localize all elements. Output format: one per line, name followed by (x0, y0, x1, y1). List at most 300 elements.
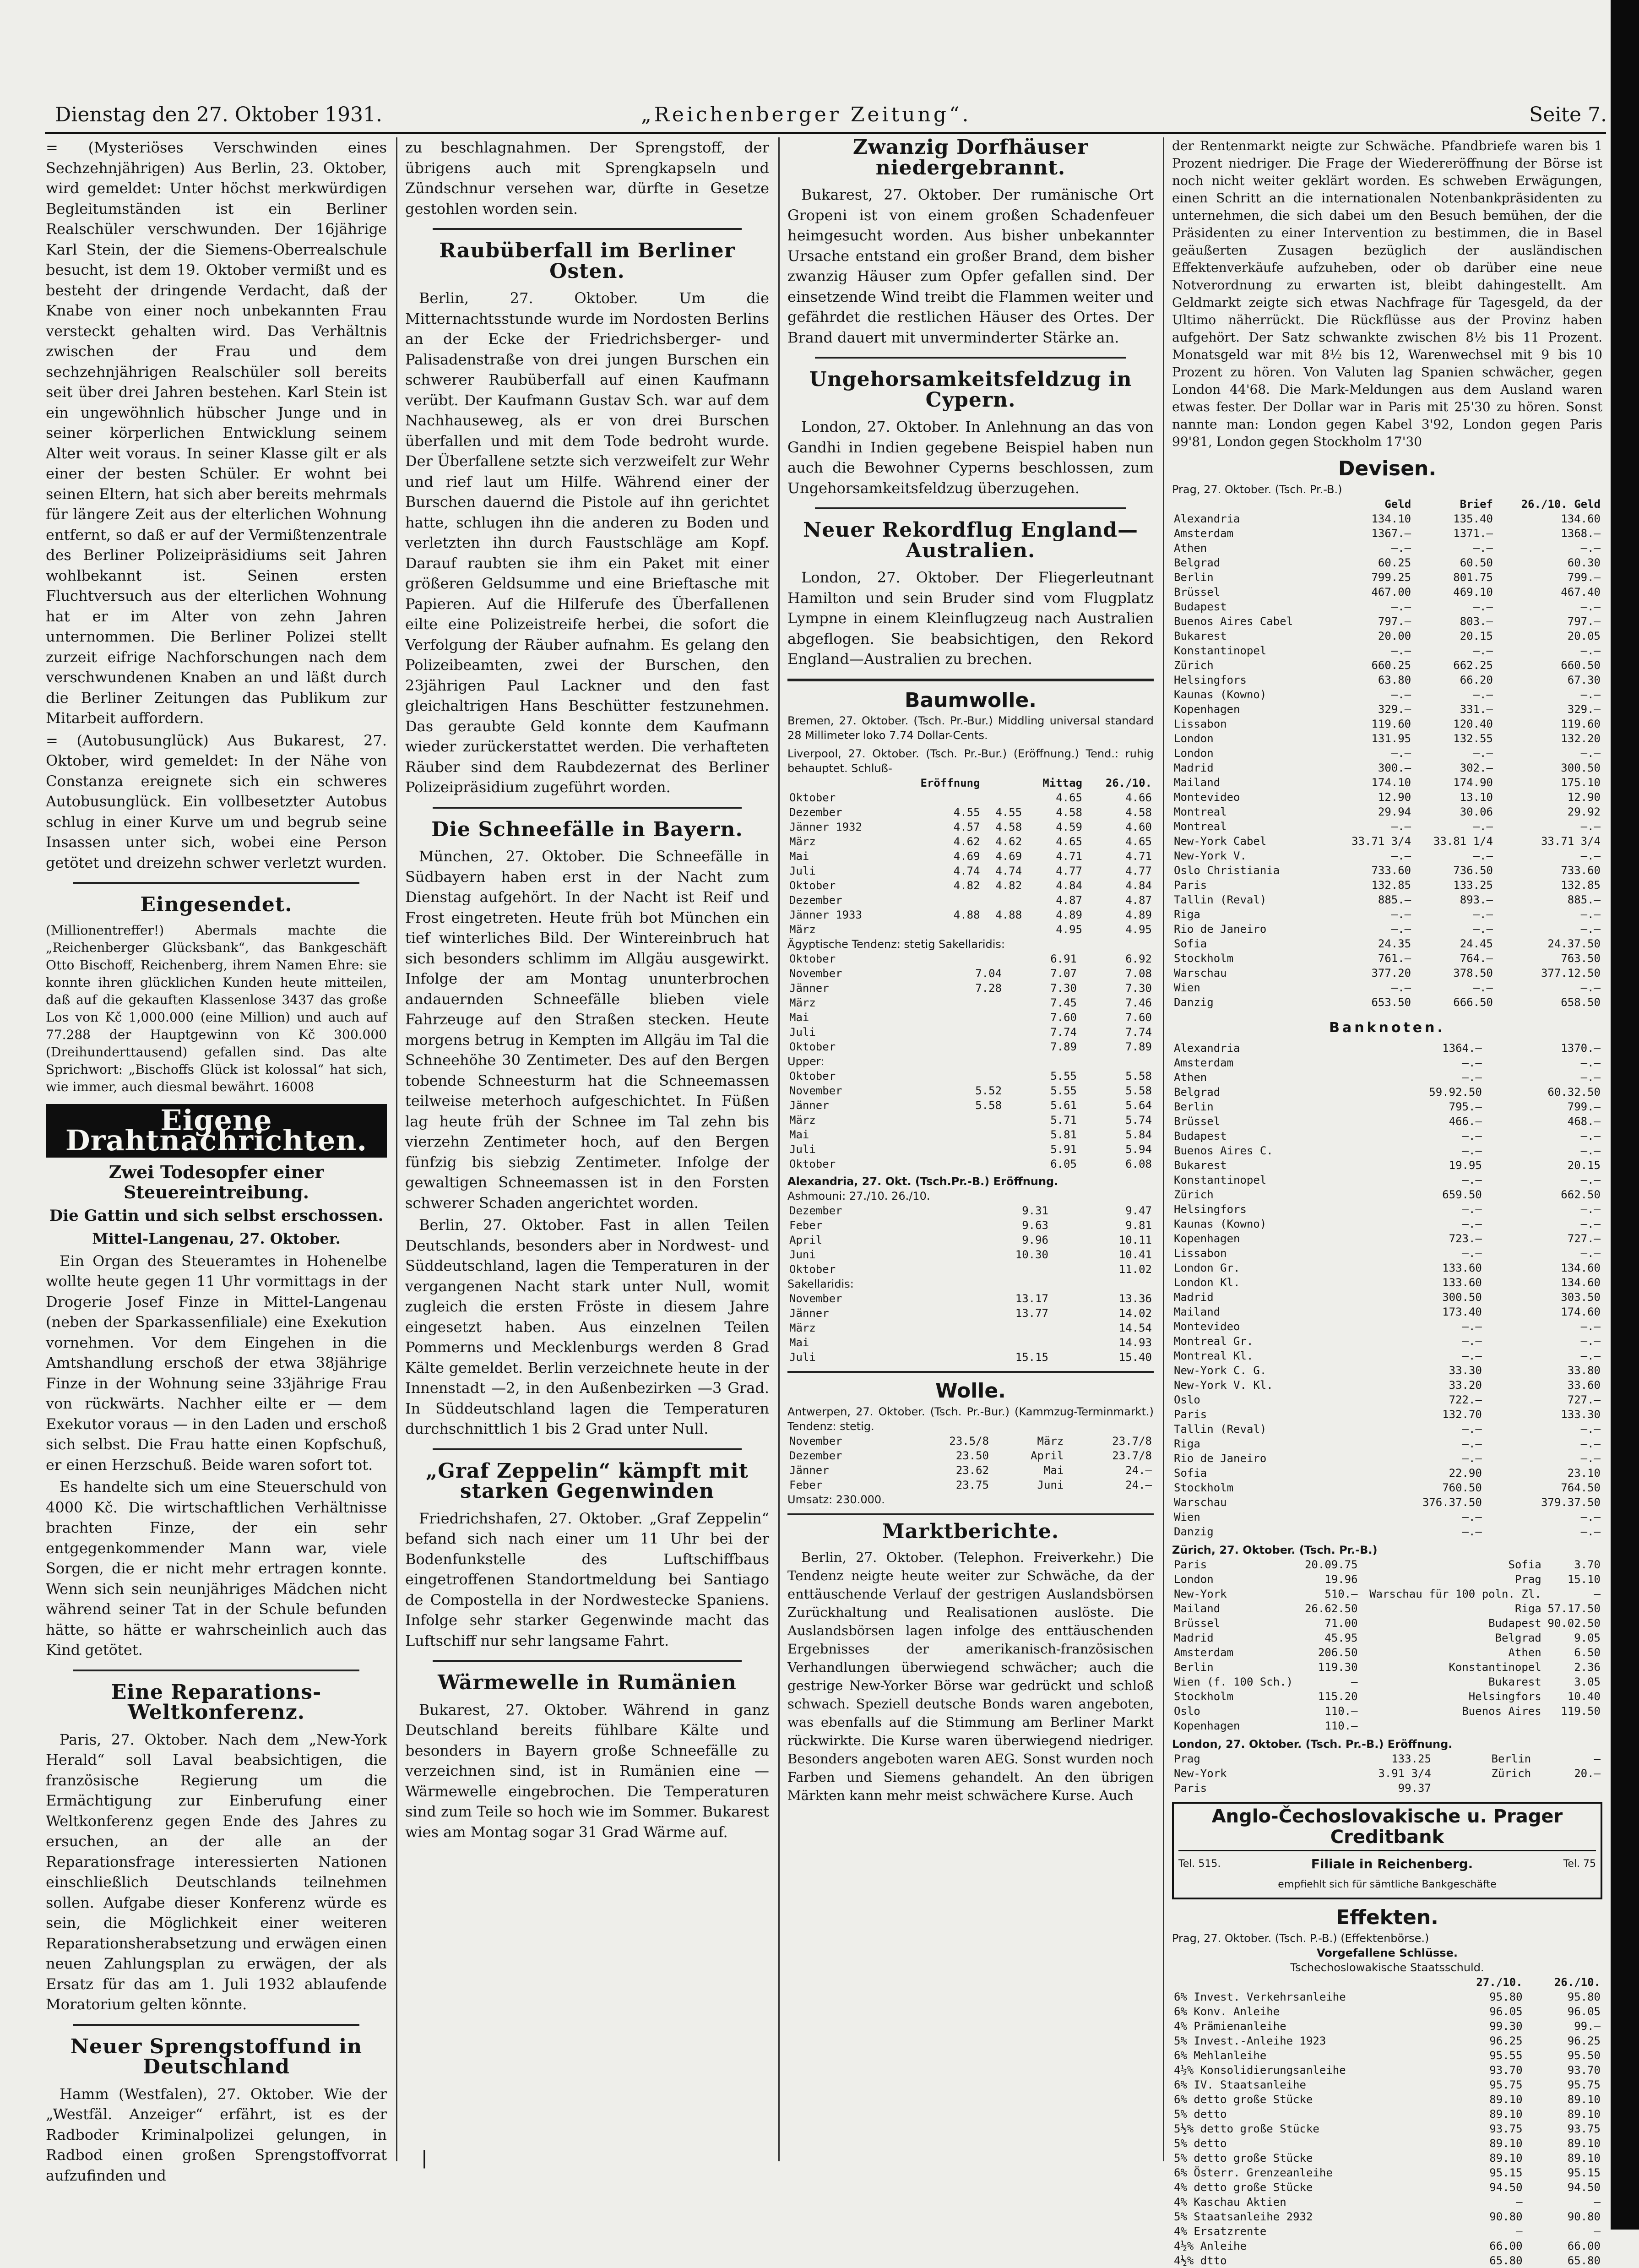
row-value: 4.66 (1125, 791, 1152, 804)
row-label: Montevideo (1174, 1320, 1240, 1333)
table-row (787, 1083, 1154, 1098)
row-value: 24.— (1125, 1463, 1152, 1477)
row-label (787, 776, 894, 790)
row-label: London (1174, 746, 1214, 760)
row-value: 94.50 (1567, 2181, 1601, 2194)
row-label: Warschau (1174, 966, 1227, 979)
row-value: 4.58 (1125, 806, 1152, 819)
row-value: 303.50 (1561, 1291, 1601, 1304)
row-value: 132.70 (1442, 1408, 1482, 1421)
bank-ad-branch: Filiale in Reichenberg. (1311, 1856, 1473, 1871)
row-value: 20.05 (1567, 629, 1601, 642)
table-row (1172, 819, 1602, 834)
row-value: 63.80 (1378, 673, 1411, 686)
table-row (1172, 2034, 1602, 2048)
table-row (1172, 2078, 1602, 2092)
row-value: 5.58 (975, 1099, 1002, 1112)
row-value: 4.71 (1125, 850, 1152, 863)
row-value: 14.02 (1118, 1307, 1152, 1320)
row-value: 4.57 (953, 821, 980, 833)
banknoten-table (1172, 1041, 1602, 1539)
row-value: 33.20 (1449, 1379, 1482, 1392)
row-value: 99.— (1574, 2019, 1601, 2033)
table-row (1172, 1587, 1602, 1601)
row-value: 4.74 (953, 865, 980, 877)
separator (787, 679, 1154, 681)
wolle-umsatz: Umsatz: 230.000. (787, 1493, 885, 1506)
separator (787, 1513, 1154, 1515)
row-value: 7.60 (1125, 1011, 1152, 1024)
row-value: 727.— (1567, 1232, 1601, 1245)
row-label: New-York V. (1174, 849, 1247, 862)
row-label: Berlin (1174, 571, 1214, 584)
sakellaridis2-head: Sakellaridis: (787, 1278, 854, 1290)
table-row (1172, 1436, 1602, 1451)
row-value: —.— (1462, 1320, 1482, 1333)
table-row (1172, 2121, 1602, 2136)
row-value: 95.75 (1489, 2078, 1523, 2091)
row-label: Konstantinopel (1174, 1174, 1267, 1186)
row-value: 132.55 (1453, 732, 1493, 745)
row-value: 10.11 (1118, 1234, 1152, 1246)
row-value: 89.10 (1489, 2093, 1523, 2106)
article-sprengstoff: Hamm (Westfalen), 27. Oktober. Wie der „Westfäl. Anzeiger“ erfährt, ist es der Radboder Kriminalpolizei gelungen, in Radbod einen großen Sprengstoffvorrat aufzufinden und (46, 2085, 387, 2184)
row-value: Warschau für 100 poln. Zl. (1369, 1588, 1541, 1600)
row-value: 331.— (1460, 702, 1493, 716)
row-value: 4.89 (1125, 908, 1152, 921)
devisen-heading: Devisen. (1338, 457, 1437, 480)
row-label: Prag (1174, 1752, 1200, 1765)
row-value: 885.— (1378, 893, 1411, 906)
row-label: Helsingfors (1174, 1203, 1247, 1216)
baumwolle-heading: Baumwolle. (905, 688, 1037, 712)
row-value: 4.55 (995, 806, 1022, 819)
row-label: Jänner 1932 (789, 821, 862, 833)
row-value: 20.15 (1567, 1159, 1601, 1172)
row-label: Jänner (789, 1307, 829, 1320)
row-value: 1371.— (1453, 527, 1493, 540)
row-value: 23.50 (955, 1449, 989, 1462)
row-value: 33.71 3/4 (1541, 834, 1601, 848)
wolle-heading: Wolle. (935, 1379, 1006, 1403)
row-value: 96.25 (1489, 2034, 1523, 2047)
row-value: 115.20 (1318, 1690, 1358, 1703)
row-value: 89.10 (1489, 2107, 1523, 2121)
row-value: 89.10 (1567, 2151, 1601, 2165)
row-value: 4.71 (1056, 850, 1082, 863)
table-row (1172, 848, 1602, 863)
row-value: 133.25 (1391, 1752, 1431, 1765)
row-value: 93.75 (1489, 2122, 1523, 2135)
row-value: —.— (1462, 1144, 1482, 1157)
headline-todesopfer: Zwei Todesopfer einer Steuereintreibung. (109, 1161, 324, 1202)
row-value: 30.06 (1460, 805, 1493, 818)
row-value: 110.— (1324, 1705, 1358, 1718)
row-value: —.— (1473, 688, 1493, 701)
row-value: Athen (1508, 1646, 1541, 1659)
table-row (787, 1478, 1154, 1492)
row-label: Tallin (Reval) (1174, 893, 1267, 906)
row-value: 119.30 (1318, 1661, 1358, 1674)
table-row (1172, 1631, 1602, 1645)
aegypt-head: Ägyptische Tendenz: stetig Sakellaridis: (787, 938, 1005, 951)
row-label: April (789, 1234, 823, 1246)
row-value: 96.05 (1567, 2005, 1601, 2018)
row-value: 173.40 (1442, 1305, 1482, 1318)
row-label: Oktober (789, 1070, 836, 1082)
row-value: — (1516, 2195, 1523, 2208)
row-label: Montreal (1174, 820, 1227, 833)
row-value: 4.59 (1056, 821, 1082, 833)
row-value: 20.09.75 (1304, 1558, 1358, 1571)
table-row (1172, 2048, 1602, 2063)
separator (73, 2024, 359, 2026)
row-value: 33.60 (1567, 1379, 1601, 1392)
row-value (928, 1010, 1004, 1025)
row-value: 733.60 (1371, 864, 1411, 877)
row-value: Prag (1514, 1573, 1541, 1586)
row-value: 7.89 (1125, 1040, 1152, 1053)
row-value: —.— (1462, 1203, 1482, 1216)
row-value: 93.70 (1489, 2063, 1523, 2077)
row-value: —.— (1473, 644, 1493, 657)
row-value: 119.50 (1561, 1705, 1601, 1718)
row-value: 23.75 (955, 1478, 989, 1491)
row-label: Oktober (789, 1158, 836, 1170)
row-value: — (1594, 1588, 1601, 1600)
zurich-head: Zürich, 27. Oktober. (Tsch. Pr.-B.) (1172, 1544, 1378, 1556)
row-value: —.— (1580, 1218, 1601, 1230)
row-label: 6% Invest. Verkehrsanleihe (1174, 1990, 1346, 2003)
row-value: —.— (1462, 1437, 1482, 1450)
row-value: 803.— (1460, 615, 1493, 628)
row-value: 119.60 (1561, 717, 1601, 730)
row-value: 4.62 (953, 835, 980, 848)
row-label: Oslo (1174, 1393, 1200, 1406)
row-value: 6.50 (1574, 1646, 1601, 1659)
row-value: 33.80 (1567, 1364, 1601, 1377)
table-row (1172, 1766, 1602, 1781)
row-label: November (789, 1292, 842, 1305)
row-label: Jänner 1933 (789, 908, 862, 921)
table-row (1172, 599, 1602, 614)
row-label: Alexandria (1174, 512, 1240, 525)
row-label: London Gr. (1174, 1262, 1240, 1274)
row-value: 467.40 (1561, 585, 1601, 598)
table-row (787, 981, 1154, 995)
table-row (1172, 2151, 1602, 2165)
row-value: —.— (1462, 1349, 1482, 1362)
row-value: —.— (1580, 1452, 1601, 1465)
row-value: —.— (1580, 1130, 1601, 1142)
table-row (1172, 1557, 1602, 1572)
row-label: März (789, 835, 816, 848)
row-value: 4.65 (1056, 835, 1082, 848)
row-value: 659.50 (1442, 1188, 1482, 1201)
row-label: Stockholm (1174, 1481, 1234, 1494)
row-value: 29.92 (1567, 805, 1601, 818)
row-value: 4.58 (995, 821, 1022, 833)
row-value: 4.69 (995, 850, 1022, 863)
table-row (787, 922, 1154, 937)
row-value: 65.80 (1567, 2254, 1601, 2267)
table-row (1172, 585, 1602, 599)
row-value: Juni (1037, 1478, 1064, 1491)
table-row (1172, 1041, 1602, 1055)
row-value: —.— (1580, 644, 1601, 657)
row-value: 5.71 (1050, 1114, 1077, 1126)
table-row (1172, 980, 1602, 995)
row-label: London (1174, 732, 1214, 745)
row-value: 7.45 (1050, 996, 1077, 1009)
row-value: 6.05 (1050, 1158, 1077, 1170)
effekten-heading: Effekten. (1336, 1906, 1438, 1929)
liverpool-table (787, 776, 1154, 937)
row-label: Juli (789, 1026, 816, 1039)
row-label: New-York (1174, 1588, 1227, 1600)
row-value: 7.74 (1125, 1026, 1152, 1039)
table-row (1172, 658, 1602, 673)
table-row (1172, 526, 1602, 541)
row-label: Madrid (1174, 1632, 1214, 1644)
wolle-table (787, 1434, 1154, 1492)
row-value: —.— (1580, 849, 1601, 862)
row-label: Dezember (789, 894, 842, 907)
table-row (1172, 1290, 1602, 1305)
table-row (1172, 687, 1602, 702)
staatsschuld-head: Tschechoslowakische Staatsschuld. (1290, 1961, 1484, 1974)
table-row (1172, 2136, 1602, 2151)
row-value: Brief (1460, 497, 1493, 511)
row-label: Dezember (789, 1204, 842, 1217)
separator (433, 1660, 742, 1662)
row-label: 4% detto große Stücke (1174, 2181, 1313, 2194)
row-value: —.— (1580, 820, 1601, 833)
bremen-quote: Bremen, 27. Oktober. (Tsch. Pr.-Bur.) Middling universal standard 28 Millimeter loko 7.74 Dollar-Cents. (787, 714, 1154, 742)
row-value: 10.40 (1567, 1690, 1601, 1703)
row-value: —.— (1580, 600, 1601, 613)
row-value: —.— (1580, 1071, 1601, 1084)
row-value: —.— (1391, 922, 1411, 935)
zurich-table (1172, 1557, 1602, 1733)
table-row (1172, 1675, 1602, 1689)
row-value (894, 893, 982, 908)
row-value: 12.90 (1567, 790, 1601, 804)
header-page-number: Seite 7. (1529, 103, 1607, 126)
table-row (1172, 863, 1602, 878)
row-value: 24.35 (1378, 937, 1411, 950)
row-label: 5% Invest.-Anleihe 1923 (1174, 2034, 1326, 2047)
table-row (1172, 1422, 1602, 1436)
row-value: 133.25 (1453, 878, 1493, 892)
row-value: 9.96 (1022, 1234, 1048, 1246)
header-rule (45, 132, 1606, 134)
eigene-drahtnachrichten-banner: Eigene Drahtnachrichten. (46, 1104, 387, 1158)
table-row (1172, 2253, 1602, 2268)
row-value: 5.55 (1050, 1070, 1077, 1082)
row-value: 133.60 (1442, 1262, 1482, 1274)
table-row (1172, 892, 1602, 907)
row-value: 7.07 (1050, 967, 1077, 980)
row-label: Oktober (789, 952, 836, 965)
column-rule-1 (396, 137, 397, 2161)
row-value: 13.77 (1015, 1307, 1048, 1320)
table-row (1172, 1143, 1602, 1158)
table-row (787, 908, 1154, 922)
row-value: 799.— (1567, 1100, 1601, 1113)
headline-schneefaelle: Die Schneefälle in Bayern. (431, 817, 743, 841)
row-value: 510.— (1324, 1588, 1358, 1600)
row-value (928, 952, 1004, 966)
row-value: 4.65 (1125, 835, 1152, 848)
row-value (1360, 1719, 1543, 1733)
row-value: —.— (1462, 1247, 1482, 1260)
row-value: 14.93 (1118, 1336, 1152, 1349)
row-label: 4½% Konsolidierungsanleihe (1174, 2063, 1346, 2077)
separator (433, 1448, 742, 1450)
row-value (928, 1142, 1004, 1157)
table-row (1172, 1689, 1602, 1704)
article-rekordflug: London, 27. Oktober. Der Fliegerleutnant Hamilton und sein Bruder sind vom Flugplatz Lympne in einem Kleinflugzeug nach Australien abgeflogen. Sie beabsichtigen, den Rekord England—Australien zu brechen. (787, 569, 1154, 668)
eingesendet-text: (Millionentreffer!) Abermals machte die „Reichenberger Glücksbank“, das Bankgeschäft Otto Bischoff, Reichenberg, ihrem Namen Ehre: sie konnte ihren glücklichen Kunden heute mitteilen, daß auf die gekauften Klassenlose 3437 das große Los von Kč 1,000.000 (eine Million) und auch auf 77.288 der Hauptgewinn von Kč 300.000 (Dreihunderttausend) gefallen sind. Das alte Sprichwort: „Bischoffs Glück ist kolossal“ hat sich, wie immer, auch diesmal bewährt. 16008 (46, 922, 387, 1094)
row-value: 132.20 (1561, 732, 1601, 745)
row-value: —.— (1580, 908, 1601, 921)
separator (433, 228, 742, 230)
row-value: 795.— (1449, 1100, 1482, 1113)
row-value: 1370.— (1561, 1042, 1601, 1055)
table-row (787, 1434, 1154, 1448)
table-row (1172, 2165, 1602, 2180)
table-row (1172, 643, 1602, 658)
table-header-row (1172, 497, 1602, 511)
row-value: —.— (1580, 541, 1601, 555)
row-value: 658.50 (1561, 995, 1601, 1009)
column-2 (405, 137, 769, 1844)
article-waermewelle: Bukarest, 27. Oktober. Während in ganz Deutschland bereits fühlbare Kälte und besonders in Bayern große Schneefälle zu verzeichnen sind, ist in Rumänien eine — Wärmewelle eingebrochen. Die Temperaturen sind zum Teile so hoch wie im Sommer. Bukarest wies am Montag sogar 31 Grad Wärme auf. (405, 1701, 769, 1841)
row-value: 27./10. (1476, 1975, 1523, 1989)
row-value: 4.89 (1056, 908, 1082, 921)
row-label: Madrid (1174, 1291, 1214, 1304)
dateline-mittel-langenau: Mittel-Langenau, 27. Oktober. (92, 1230, 341, 1247)
separator (73, 1670, 359, 1671)
row-value: 66.00 (1567, 2239, 1601, 2252)
row-value: 133.30 (1561, 1408, 1601, 1421)
row-value: 5.91 (1050, 1143, 1077, 1156)
table-row (787, 1233, 1154, 1247)
table-row (1172, 570, 1602, 585)
table-row (1172, 1158, 1602, 1173)
row-value (947, 1262, 1050, 1277)
row-value: 9.31 (1022, 1204, 1048, 1217)
row-value: 23.5/8 (949, 1434, 989, 1447)
row-label: London (1174, 1573, 1214, 1586)
header-paper-name: „Reichenberger Zeitung“. (641, 103, 971, 126)
table-row (787, 1291, 1154, 1306)
table-row (1172, 1704, 1602, 1719)
row-label: 4½% Anleihe (1174, 2239, 1247, 2252)
row-value: 174.90 (1453, 776, 1493, 789)
table-row (787, 995, 1154, 1010)
row-label: Feber (789, 1478, 823, 1491)
row-value: 23.7/8 (1112, 1434, 1152, 1447)
table-row (1172, 673, 1602, 687)
table-row (787, 1218, 1154, 1233)
row-value: —.— (1580, 1247, 1601, 1260)
row-value: 29.94 (1378, 805, 1411, 818)
row-value: 13.17 (1015, 1292, 1048, 1305)
row-value: Sofia (1508, 1558, 1541, 1571)
row-value: —.— (1462, 1071, 1482, 1084)
row-value: 65.80 (1489, 2254, 1523, 2267)
headline-raubueberfall: Raubüberfall im Berliner Osten. (439, 239, 735, 283)
row-label: Kopenhagen (1174, 702, 1240, 716)
row-value: 5.94 (1125, 1143, 1152, 1156)
row-value: —.— (1580, 981, 1601, 994)
row-value: 3.05 (1574, 1675, 1601, 1688)
row-value: —.— (1580, 1335, 1601, 1348)
article-dorfhaeuser: Bukarest, 27. Oktober. Der rumänische Ort Gropeni ist von einem großen Schadenfeuer heimgesucht worden. Aus bisher unbekannter Ursache entstand ein großer Brand, dem bisher zwanzig Häuser zum Opfer gefallen sind. Der einsetzende Wind treibt die Flammen weiter und gefährdet die restlichen Häuser des Ortes. Der Brand dauert mit unverminderter Stärke an. (787, 186, 1154, 346)
row-value: 378.50 (1453, 966, 1493, 979)
row-value: 662.25 (1453, 658, 1493, 672)
row-value: 89.10 (1567, 2107, 1601, 2121)
table-row (1172, 1990, 1602, 2004)
row-value: 14.54 (1118, 1322, 1152, 1334)
row-value: 660.50 (1561, 658, 1601, 672)
row-label: Wien (1174, 1511, 1200, 1523)
row-value: 60.30 (1567, 556, 1601, 569)
table-row (787, 805, 1154, 820)
row-value (982, 893, 1024, 908)
row-value: —.— (1391, 908, 1411, 921)
row-value: 723.— (1449, 1232, 1482, 1245)
table-row (1172, 717, 1602, 731)
row-value: 110.— (1324, 1719, 1358, 1732)
row-value: 797.— (1378, 615, 1411, 628)
row-value: April (1031, 1449, 1064, 1462)
row-value: 15.15 (1015, 1351, 1048, 1364)
upper-table (787, 1069, 1154, 1171)
table-row (1172, 1305, 1602, 1319)
table-header-row (1172, 1975, 1602, 1990)
row-label: 6% Österr. Grenzeanleihe (1174, 2166, 1333, 2179)
row-label: Oktober (789, 1263, 836, 1276)
row-value: —.— (1462, 1174, 1482, 1186)
row-value (928, 1113, 1004, 1127)
row-label: Riga (1174, 1437, 1200, 1450)
london-head: London, 27. Oktober. (Tsch. Pr.-B.) Eröffnung. (1172, 1738, 1453, 1751)
row-value: —.— (1580, 1525, 1601, 1538)
row-value: —.— (1391, 600, 1411, 613)
row-value: 132.85 (1371, 878, 1411, 892)
row-label: Madrid (1174, 761, 1214, 774)
row-label: Oktober (789, 1040, 836, 1053)
row-value: 4.95 (1056, 923, 1082, 936)
row-value: 20.— (1574, 1767, 1601, 1780)
table-row (787, 1157, 1154, 1171)
row-value: 19.96 (1324, 1573, 1358, 1586)
row-value: 466.— (1449, 1115, 1482, 1128)
bank-ad-tagline: empfiehlt sich für sämtliche Bankgeschäfte (1278, 1878, 1497, 1890)
row-value: 206.50 (1318, 1646, 1358, 1659)
row-value: 134.60 (1561, 512, 1601, 525)
row-value: —.— (1473, 746, 1493, 760)
row-value: 763.50 (1561, 952, 1601, 965)
row-value: 3.91 3/4 (1378, 1767, 1431, 1780)
row-value: 33.71 3/4 (1351, 834, 1411, 848)
row-value: —.— (1462, 1511, 1482, 1523)
row-value (928, 1069, 1004, 1083)
row-label: New-York (1174, 1767, 1227, 1780)
